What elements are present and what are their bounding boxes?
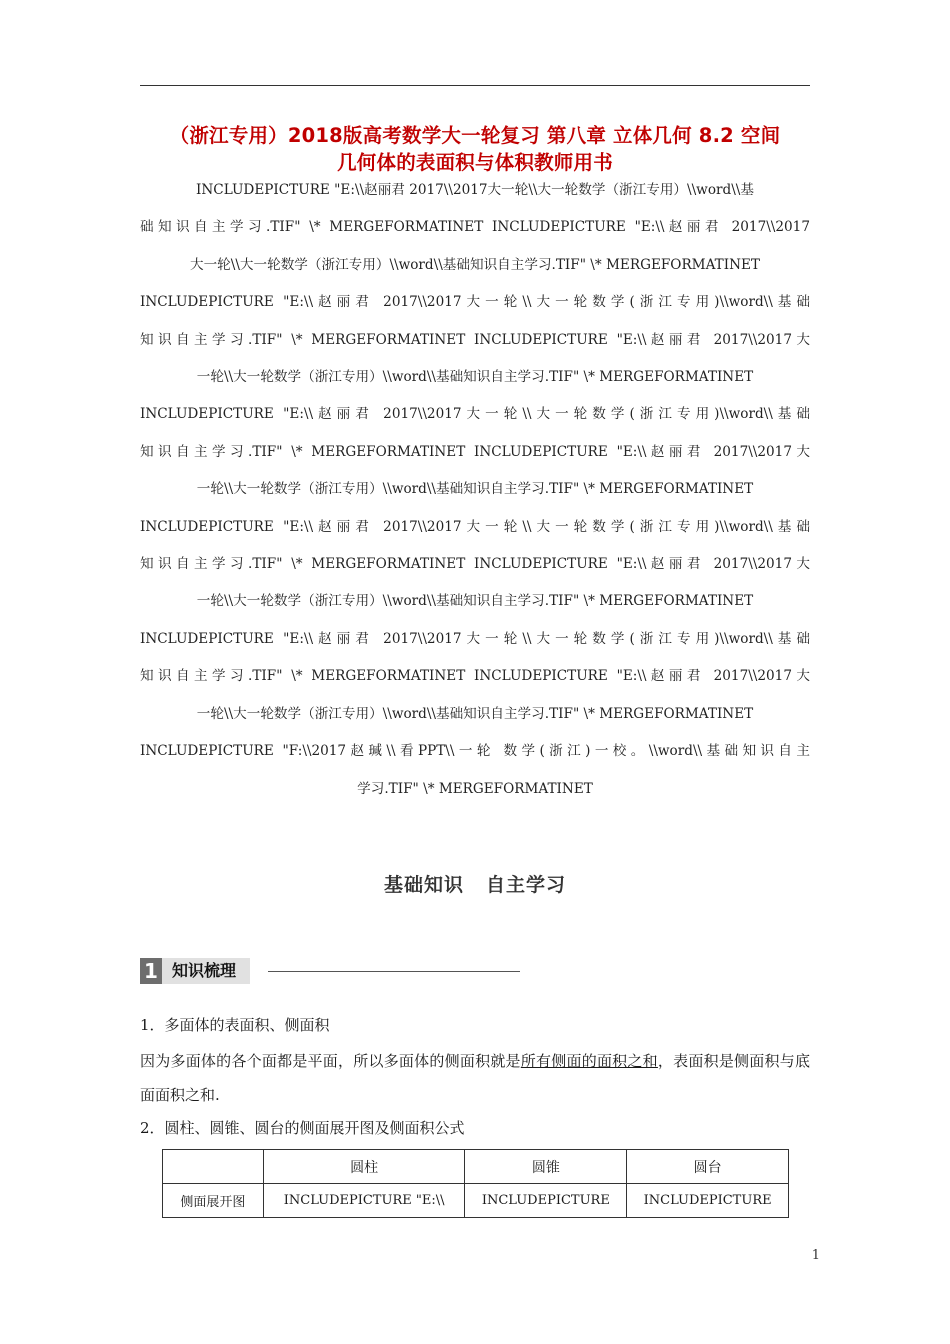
point-1-body-underlined: 所有侧面的面积之和 [520, 1052, 658, 1070]
field-line-6: 一轮\\大一轮数学（浙江专用）\\word\\基础知识自主学习.TIF" \* MERGEFORMATINET [196, 369, 754, 386]
point-1-body-after: ，表面积是侧面积与底面面积之和. [140, 1052, 810, 1104]
table-header-row [163, 1150, 789, 1184]
field-code-block [140, 172, 810, 808]
table-header-cone: 圆锥 [465, 1150, 627, 1184]
title-line-1: （浙江专用）2018版高考数学大一轮复习 第八章 立体几何 8.2 空间 [169, 124, 781, 147]
field-line-12: 一轮\\大一轮数学（浙江专用）\\word\\基础知识自主学习.TIF" \* MERGEFORMATINET [196, 593, 754, 610]
field-line-2: 础知识自主学习.TIF" \* MERGEFORMATINET INCLUDEPICTURE "E:\\赵丽君 2017\\2017 [140, 219, 810, 236]
table-row [163, 1184, 789, 1218]
document-title [140, 122, 810, 176]
header-rule [140, 85, 810, 86]
field-line-9: 一轮\\大一轮数学（浙江专用）\\word\\基础知识自主学习.TIF" \* MERGEFORMATINET [196, 481, 754, 498]
field-line-8: 知识自主学习.TIF" \* MERGEFORMATINET INCLUDEPICTURE "E:\\赵丽君 2017\\2017大 [140, 443, 810, 460]
field-line-13: INCLUDEPICTURE "E:\\赵丽君 2017\\2017大一轮\\大一轮数学(浙江专用)\\word\\基础 [140, 630, 810, 647]
page-number: 1 [811, 1248, 820, 1263]
field-line-7: INCLUDEPICTURE "E:\\赵丽君 2017\\2017大一轮\\大一轮数学(浙江专用)\\word\\基础 [140, 406, 810, 423]
badge-rule [268, 971, 520, 972]
field-line-14: 知识自主学习.TIF" \* MERGEFORMATINET INCLUDEPICTURE "E:\\赵丽君 2017\\2017大 [140, 668, 810, 685]
section-heading-part-2: 自主学习 [486, 874, 567, 896]
title-line-2: 几何体的表面积与体积教师用书 [337, 151, 613, 174]
table-header-frustum: 圆台 [627, 1150, 789, 1184]
point-1-heading: 1．多面体的表面积、侧面积 [140, 1016, 330, 1034]
section-heading-part-1: 基础知识 [383, 874, 464, 896]
table-header-cylinder: 圆柱 [263, 1150, 465, 1184]
field-line-10: INCLUDEPICTURE "E:\\赵丽君 2017\\2017大一轮\\大一轮数学(浙江专用)\\word\\基础 [140, 518, 810, 535]
point-1-body-before: 因为多面体的各个面都是平面，所以多面体的侧面积就是 [140, 1052, 521, 1070]
field-line-5: 知识自主学习.TIF" \* MERGEFORMATINET INCLUDEPICTURE "E:\\赵丽君 2017\\2017大 [140, 331, 810, 348]
field-line-17: 学习.TIF" \* MERGEFORMATINET [357, 780, 593, 797]
field-line-3: 大一轮\\大一轮数学（浙江专用）\\word\\基础知识自主学习.TIF" \* MERGEFORMATINET [189, 256, 760, 273]
field-line-4: INCLUDEPICTURE "E:\\赵丽君 2017\\2017大一轮\\大一轮数学(浙江专用)\\word\\基础 [140, 294, 810, 311]
field-line-16: INCLUDEPICTURE "F:\\2017赵瑊\\看PPT\\一轮 数学(浙江)一校。\\word\\基础知识自主 [140, 743, 810, 760]
field-line-15: 一轮\\大一轮数学（浙江专用）\\word\\基础知识自主学习.TIF" \* MERGEFORMATINET [196, 705, 754, 722]
badge-label: 知识梳理 [162, 958, 250, 984]
section-heading [140, 870, 810, 897]
table-row-label: 侧面展开图 [163, 1184, 264, 1218]
table-cell-frustum: INCLUDEPICTURE [627, 1184, 789, 1218]
surface-area-table [162, 1149, 789, 1218]
field-line-11: 知识自主学习.TIF" \* MERGEFORMATINET INCLUDEPICTURE "E:\\赵丽君 2017\\2017大 [140, 556, 810, 573]
table-cell-cylinder: INCLUDEPICTURE "E:\\ [263, 1184, 465, 1218]
badge-number: 1 [140, 958, 162, 984]
table-corner-cell [163, 1150, 264, 1184]
table-cell-cone: INCLUDEPICTURE [465, 1184, 627, 1218]
field-line-1: INCLUDEPICTURE "E:\\赵丽君 2017\\2017大一轮\\大一轮数学（浙江专用）\\word\\基 [196, 182, 754, 198]
knowledge-badge [140, 958, 520, 986]
point-1-body [140, 1044, 810, 1112]
point-2-heading: 2．圆柱、圆锥、圆台的侧面展开图及侧面积公式 [140, 1119, 465, 1137]
